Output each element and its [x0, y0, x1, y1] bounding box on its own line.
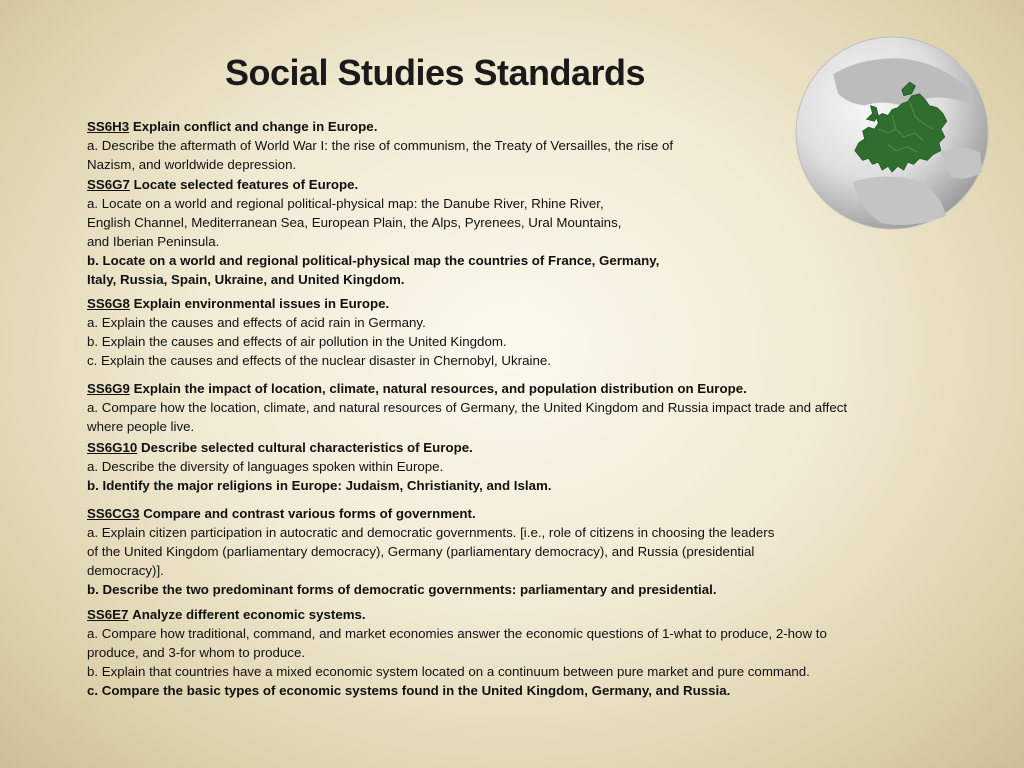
standard-ss6g8: [87, 294, 917, 370]
standard-item: where people live.: [87, 419, 195, 434]
standard-item: b. Locate on a world and regional political-physical map the countries of France, Germany,: [87, 253, 660, 268]
standard-ss6e7: [87, 605, 917, 700]
standard-ss6cg3: [87, 504, 917, 599]
standard-ss6g10: [87, 438, 917, 495]
standard-code: SS6G9: [87, 381, 130, 396]
standard-item: English Channel, Mediterranean Sea, European Plain, the Alps, Pyrenees, Ural Mountains,: [87, 215, 622, 230]
standard-item: Italy, Russia, Spain, Ukraine, and United Kingdom.: [87, 272, 405, 287]
standard-code: SS6H3: [87, 119, 130, 134]
standard-item: b. Identify the major religions in Europe: Judaism, Christianity, and Islam.: [87, 478, 552, 493]
standard-heading-line: [87, 438, 917, 457]
standard-heading-line: [87, 504, 917, 523]
standard-heading-line: [87, 294, 917, 313]
standard-heading: Compare and contrast various forms of government.: [143, 506, 476, 521]
standard-item: democracy)].: [87, 563, 164, 578]
standard-code: SS6CG3: [87, 506, 140, 521]
standard-heading: Explain environmental issues in Europe.: [133, 296, 390, 311]
standard-heading: Explain conflict and change in Europe.: [132, 119, 378, 134]
standard-item: Nazism, and worldwide depression.: [87, 157, 297, 172]
standard-item: b. Explain that countries have a mixed economic system located on a continuum between pure market and pure command.: [87, 664, 810, 679]
standard-item: c. Explain the causes and effects of the nuclear disaster in Chernobyl, Ukraine.: [87, 353, 551, 368]
standard-ss6h3: [87, 117, 917, 174]
standard-ss6g9: [87, 379, 917, 436]
standard-code: SS6G7: [87, 177, 130, 192]
standard-ss6g7: [87, 175, 917, 289]
standard-item: a. Describe the diversity of languages spoken within Europe.: [87, 459, 444, 474]
standard-heading-line: [87, 379, 917, 398]
standard-item: a. Explain the causes and effects of acid rain in Germany.: [87, 315, 426, 330]
standard-item: a. Explain citizen participation in autocratic and democratic governments. [i.e., role of citizens in choosing the leaders: [87, 525, 775, 540]
page-title: Social Studies Standards: [224, 52, 646, 93]
standard-item: of the United Kingdom (parliamentary democracy), Germany (parliamentary democracy), and Russia (presidential: [87, 544, 755, 559]
standard-heading: Explain the impact of location, climate, natural resources, and population distribution on Europe.: [133, 381, 747, 396]
standard-heading-line: [87, 175, 917, 194]
standard-item: a. Compare how traditional, command, and market economies answer the economic questions of 1-what to produce, 2-how to: [87, 626, 827, 641]
standard-code: SS6G8: [87, 296, 130, 311]
standard-item: b. Describe the two predominant forms of democratic governments: parliamentary and presidential.: [87, 582, 717, 597]
standard-code: SS6E7: [87, 607, 129, 622]
standard-heading: Locate selected features of Europe.: [133, 177, 359, 192]
standard-heading: Describe selected cultural characteristics of Europe.: [140, 440, 473, 455]
standard-item: produce, and 3-for whom to produce.: [87, 645, 306, 660]
standard-heading: Analyze different economic systems.: [132, 607, 366, 622]
standard-item: c. Compare the basic types of economic systems found in the United Kingdom, Germany, and Russia.: [87, 683, 731, 698]
standard-item: a. Compare how the location, climate, and natural resources of Germany, the United Kingdom and Russia impact trade and affect: [87, 400, 848, 415]
standard-code: SS6G10: [87, 440, 138, 455]
standard-item: a. Describe the aftermath of World War I: the rise of communism, the Treaty of Versailles, the rise of: [87, 138, 674, 153]
standard-heading-line: [87, 117, 917, 136]
standard-item: b. Explain the causes and effects of air pollution in the United Kingdom.: [87, 334, 507, 349]
standard-item: and Iberian Peninsula.: [87, 234, 220, 249]
standards-list: [87, 117, 917, 700]
standard-item: a. Locate on a world and regional political-physical map: the Danube River, Rhine River,: [87, 196, 604, 211]
standard-heading-line: [87, 605, 917, 624]
